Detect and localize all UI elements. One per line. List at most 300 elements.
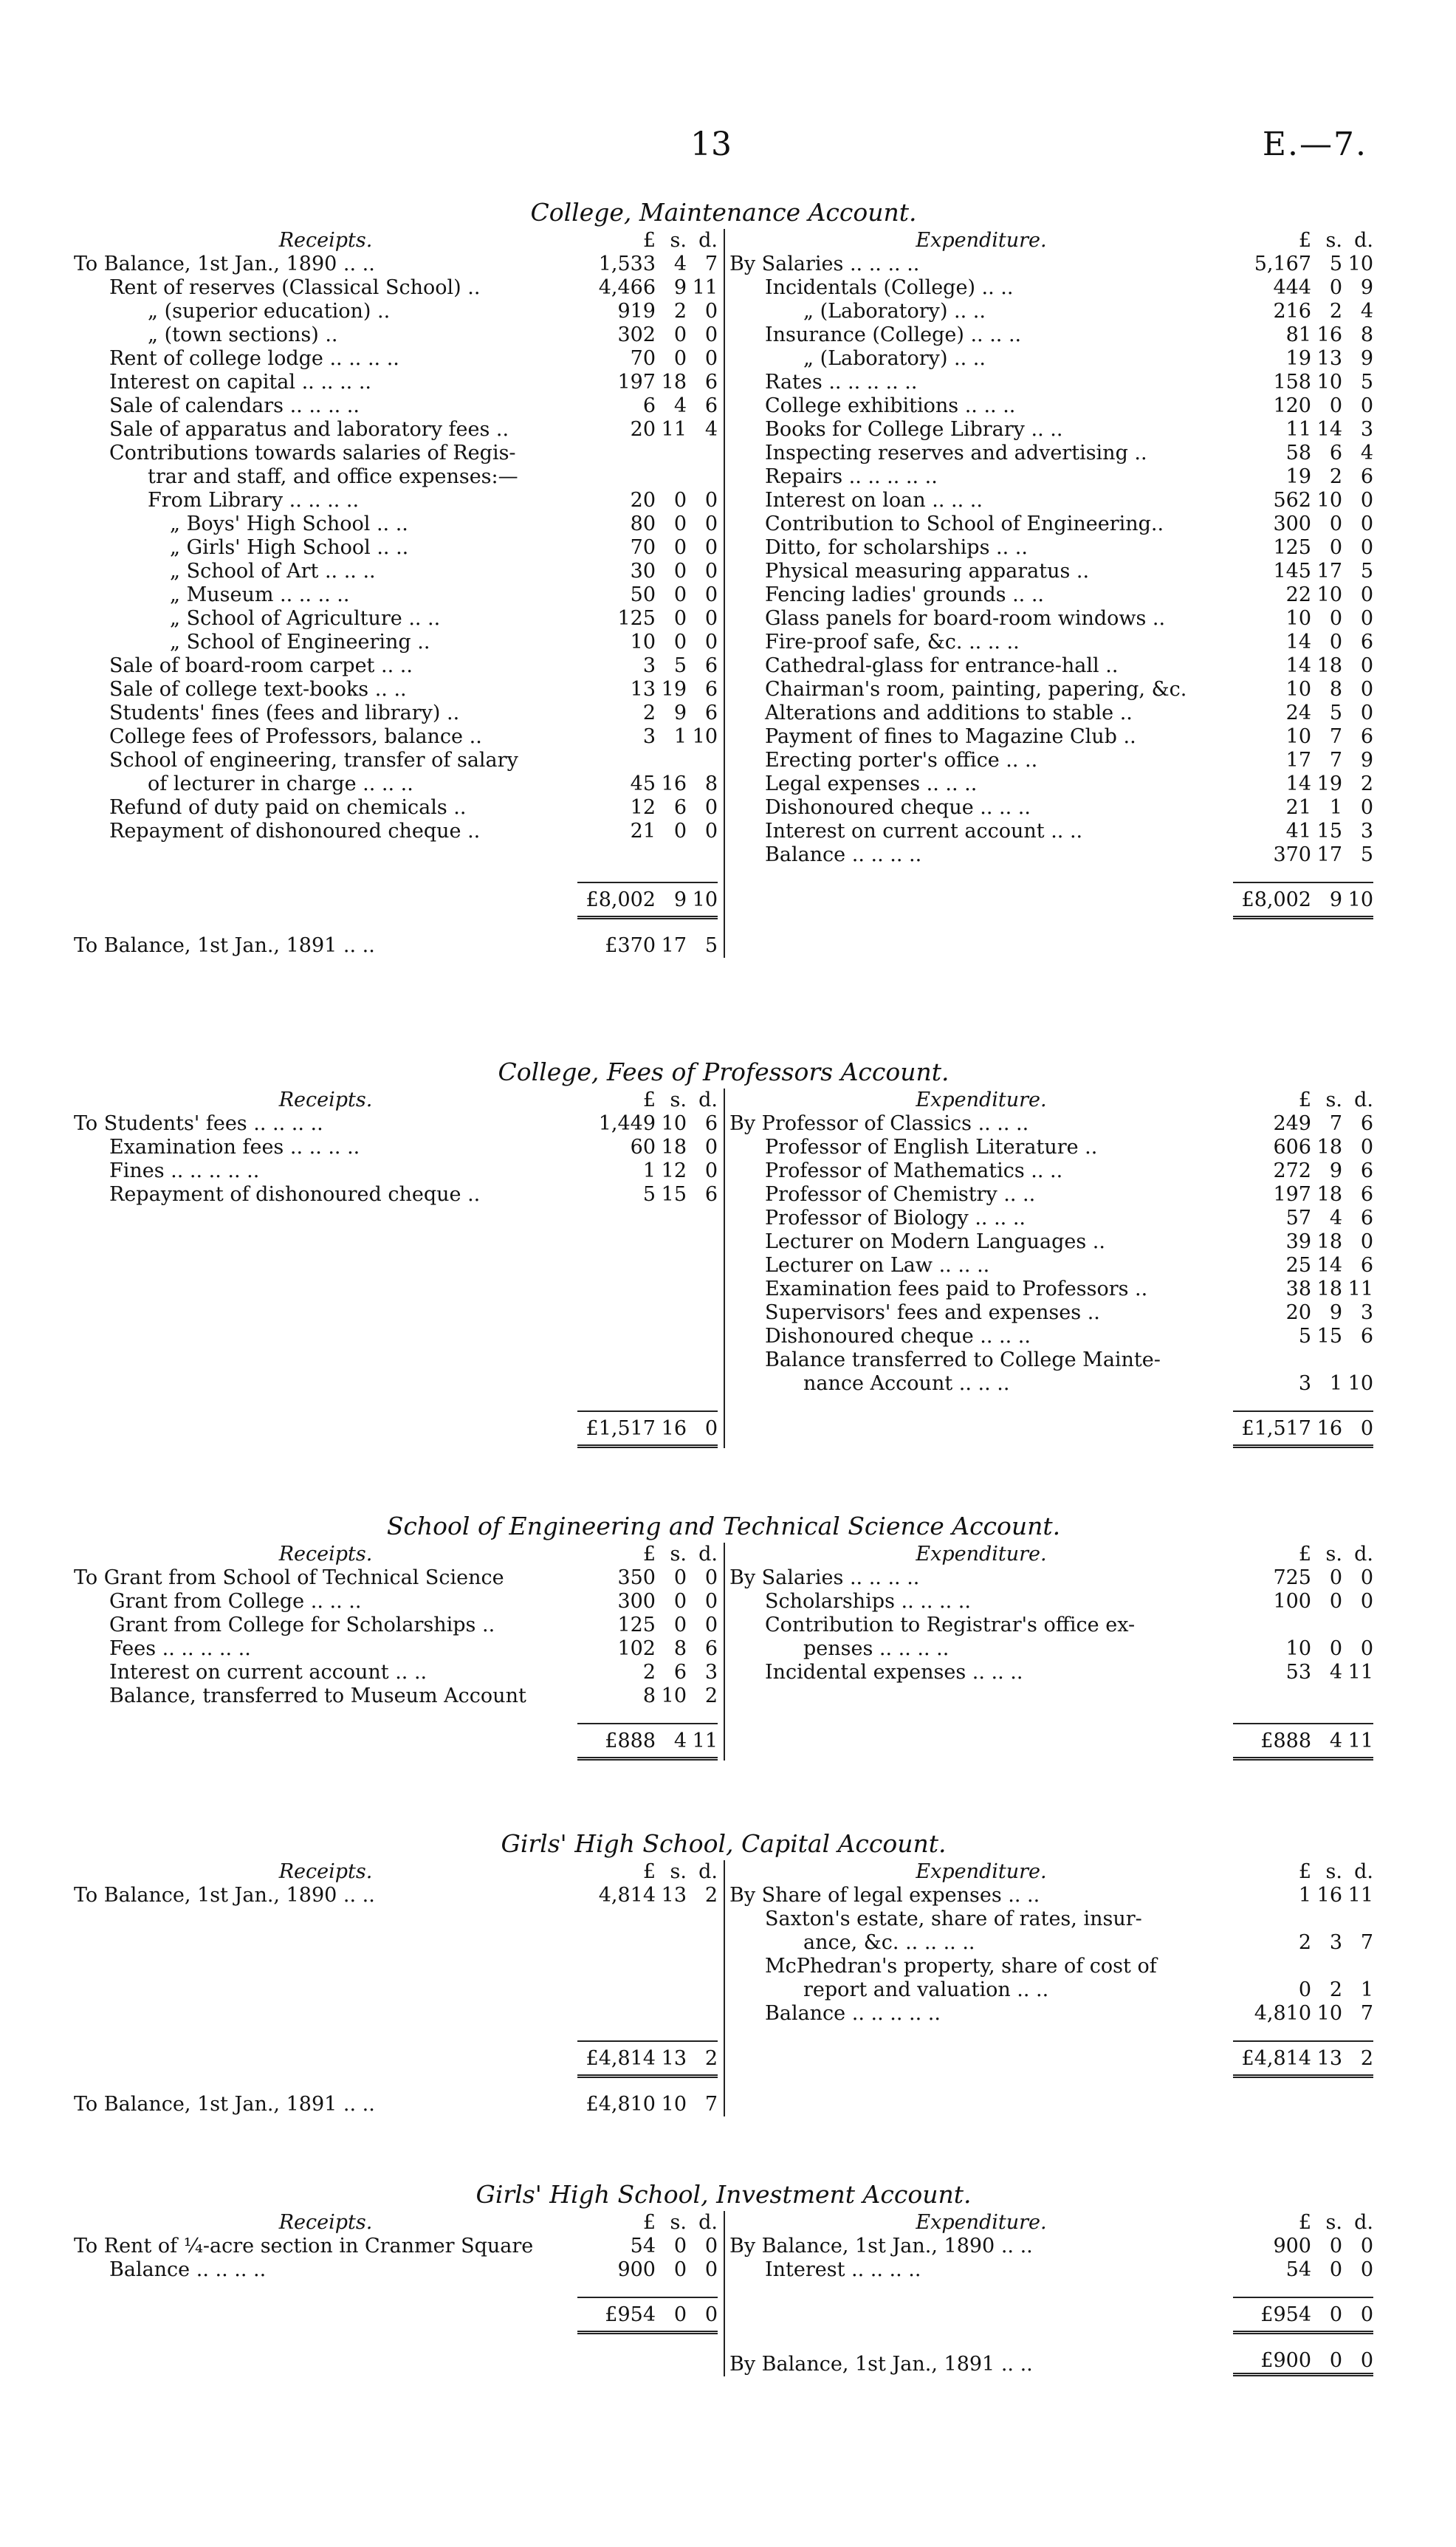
receipt-line [74,418,718,442]
receipt-line [74,536,718,560]
receipt-amount [577,2235,718,2258]
expenditure-pence: 6 [1360,1254,1373,1277]
expenditure-label: Supervisors' fees and expenses .. [765,1301,1100,1324]
row-spacer [74,843,718,867]
carried-balance-pence: 5 [704,934,718,957]
expenditure-shillings: 18 [1316,1183,1342,1206]
carried-balance-pence: 7 [704,2093,718,2116]
receipt-label: Fines .. .. .. .. .. [109,1159,260,1182]
expenditure-amount [1233,654,1373,678]
receipts-heading-row [74,1860,718,1884]
receipt-amount [577,1183,718,1207]
expenditure-shillings: 0 [1329,2235,1342,2258]
account-columns [74,1543,1373,1761]
receipts-total-shillings: 9 [673,888,687,911]
total-gap [74,1708,718,1723]
expenditure-pence: 3 [1360,820,1373,843]
expenditure-pounds: 272 [1273,1159,1311,1182]
expenditure-pounds: 39 [1285,1230,1311,1253]
receipt-pence: 0 [704,631,718,654]
receipt-pence: 0 [704,513,718,535]
receipt-shillings: 0 [673,2235,687,2258]
receipt-line [74,560,718,583]
receipts-column [74,229,718,958]
receipt-line [74,796,718,820]
expenditure-pounds: 57 [1285,1207,1311,1230]
receipt-label: „ Boys' High School .. .. [170,513,408,535]
expenditure-pounds: 3 [1298,1372,1311,1395]
total-gap [74,1396,718,1410]
receipt-pounds: 70 [630,347,656,370]
receipts-heading-row [74,229,718,253]
receipt-line [74,678,718,702]
receipts-total-pounds: £4,814 [586,2047,656,2070]
receipt-pounds: 20 [630,489,656,512]
expenditure-pence: 6 [1360,725,1373,748]
page-number: 13 [690,126,732,163]
carried-balance-shillings: 10 [661,2093,687,2116]
receipt-pounds: 350 [617,1566,656,1589]
receipt-label: To Grant from School of Technical Science [74,1566,504,1589]
expenditure-pence: 4 [1360,442,1373,465]
expenditure-line [729,1207,1373,1230]
receipt-label: Grant from College .. .. .. [109,1590,362,1613]
receipt-pounds: 6 [642,394,656,417]
expenditure-label: Physical measuring apparatus .. [765,560,1090,583]
expenditure-label: By Balance, 1st Jan., 1890 .. .. [729,2235,1033,2258]
expenditure-amount [1233,607,1373,631]
receipts-heading: Receipts. [278,229,373,252]
receipt-pence: 0 [704,2258,718,2281]
expenditure-pounds: 216 [1273,300,1311,323]
expenditure-label: Rates .. .. .. .. .. [765,371,918,394]
expenditure-pence: 4 [1360,300,1373,323]
receipt-pounds: 102 [617,1637,656,1660]
receipts-column-head-pence: d. [698,229,718,252]
receipts-total-pence: 0 [704,1417,718,1440]
expenditure-amount [1233,796,1373,820]
expenditure-line [729,725,1373,749]
expenditure-pence: 0 [1360,678,1373,701]
expenditure-pence: 0 [1360,1230,1373,1253]
expenditure-amount [1233,513,1373,536]
receipts-total-shillings: 4 [673,1730,687,1752]
expenditure-amount [1233,1978,1373,2002]
expenditure-pounds: 19 [1285,465,1311,488]
receipts-total-pence: 2 [704,2047,718,2070]
expenditure-pounds: 41 [1285,820,1311,843]
expenditure-label: Incidental expenses .. .. .. [765,1661,1023,1684]
carried-balance-label: To Balance, 1st Jan., 1891 .. .. [74,2093,375,2116]
receipt-line [74,631,718,654]
expenditure-pence: 2 [1360,772,1373,795]
expenditure-pounds: 562 [1273,489,1311,512]
receipt-label: trar and staff, and office expenses:— [148,465,518,488]
expenditure-pounds: 0 [1298,1978,1311,2001]
receipt-pence: 10 [692,725,718,748]
receipt-line [74,1136,718,1159]
receipt-pence: 6 [704,1112,718,1135]
receipt-amount [577,1684,718,1708]
expenditure-total-pounds: £1,517 [1241,1417,1311,1440]
expenditure-label: Fire-proof safe, &c. .. .. .. [765,631,1020,654]
carried-gap [729,2078,1373,2093]
receipt-pence: 2 [704,1684,718,1707]
receipt-line [74,513,718,536]
expenditure-pence: 10 [1347,1372,1373,1395]
expenditure-line [729,2002,1373,2026]
receipt-amount [577,1566,718,1590]
expenditure-line [729,1325,1373,1348]
receipt-shillings: 0 [673,1566,687,1589]
expenditure-shillings: 9 [1329,1159,1342,1182]
expenditure-line [729,1907,1373,1931]
receipt-amount [577,796,718,820]
expenditure-pounds: 24 [1285,702,1311,724]
expenditure-pounds: 249 [1273,1112,1311,1135]
expenditure-heading-row [729,229,1373,253]
total-gap [729,1396,1373,1410]
receipt-pounds: 70 [630,536,656,559]
receipt-shillings: 0 [673,513,687,535]
expenditure-column [729,2211,1373,2376]
receipt-pounds: 302 [617,323,656,346]
expenditure-total-shillings: 4 [1329,1730,1342,1752]
expenditure-amount [1233,347,1373,371]
receipt-shillings: 10 [661,1112,687,1135]
receipt-shillings: 13 [661,1884,687,1907]
receipt-amount [577,253,718,276]
expenditure-shillings: 8 [1329,678,1342,701]
expenditure-pounds: 2 [1298,1931,1311,1954]
expenditure-column-head-shillings: s. [1325,1089,1342,1111]
expenditure-label: Erecting porter's office .. .. [765,749,1038,772]
receipt-pounds: 3 [642,654,656,677]
expenditure-shillings: 15 [1316,820,1342,843]
expenditure-column-head-pence: d. [1354,1543,1373,1566]
expenditure-pence: 6 [1360,465,1373,488]
expenditure-pence: 6 [1360,1325,1373,1348]
receipt-pence: 0 [704,820,718,843]
receipt-amount [577,560,718,583]
expenditure-pence: 0 [1360,1637,1373,1660]
expenditure-line [729,465,1373,489]
receipt-amount [577,678,718,702]
expenditure-shillings: 4 [1329,1661,1342,1684]
receipts-column-head-pence: d. [698,1543,718,1566]
receipt-line [74,347,718,371]
expenditure-label: Balance .. .. .. .. .. [765,2002,941,2025]
expenditure-label: Dishonoured cheque .. .. .. [765,796,1031,819]
expenditure-column-head-pounds: £ [1298,1543,1311,1566]
expenditure-line [729,276,1373,300]
expenditure-shillings: 18 [1316,1230,1342,1253]
expenditure-label: Dishonoured cheque .. .. .. [765,1325,1031,1348]
expenditure-shillings: 18 [1316,1278,1342,1300]
expenditure-label: ance, &c. .. .. .. .. [803,1931,975,1954]
receipts-column [74,2211,718,2376]
expenditure-amount [1233,1661,1373,1684]
expenditure-label: By Professor of Classics .. .. .. [729,1112,1029,1135]
receipt-pounds: 80 [630,513,656,535]
receipts-total-row [74,2040,718,2078]
expenditure-pounds: 17 [1285,749,1311,772]
expenditure-shillings: 0 [1329,631,1342,654]
expenditure-pounds: 20 [1285,1301,1311,1324]
expenditure-column-head-shillings: s. [1325,2211,1342,2234]
receipt-pence: 6 [704,1183,718,1206]
receipts-column-head-pounds: £ [642,1089,656,1111]
receipt-line [74,607,718,631]
receipt-line [74,1614,718,1637]
expenditure-line [729,513,1373,536]
receipt-amount [577,1136,718,1159]
row-spacer [74,1207,718,1396]
receipt-amount [577,772,718,796]
expenditure-label: Saxton's estate, share of rates, insur- [765,1907,1142,1930]
receipt-amount [577,489,718,513]
receipt-amount [577,418,718,442]
expenditure-shillings: 18 [1316,654,1342,677]
receipt-pence: 6 [704,394,718,417]
account-title: College, Maintenance Account. [530,198,917,227]
receipt-shillings: 1 [673,725,687,748]
expenditure-line [729,1931,1373,1955]
receipts-total-amount [577,1410,718,1448]
receipt-line [74,323,718,347]
receipts-total-row [74,2297,718,2334]
receipt-amount [577,1884,718,1907]
expenditure-shillings: 0 [1329,2258,1342,2281]
expenditure-column-head-amount [1233,2211,1373,2235]
receipt-shillings: 5 [673,654,687,677]
expenditure-pounds: 14 [1285,772,1311,795]
receipt-line [74,583,718,607]
expenditure-pounds: 4,810 [1254,2002,1311,2025]
expenditure-total-row [729,2297,1373,2334]
carried-balance-line [74,2093,718,2116]
receipts-column-head-pence: d. [698,2211,718,2234]
expenditure-column-head-shillings: s. [1325,1543,1342,1566]
receipt-label: Contributions towards salaries of Regis- [109,442,516,465]
expenditure-label: Professor of English Literature .. [765,1136,1098,1159]
expenditure-amount [1233,1637,1373,1661]
expenditure-total-pounds: £888 [1260,1730,1311,1752]
expenditure-amount [1233,843,1373,867]
carried-gap [729,2334,1373,2349]
expenditure-label: Inspecting reserves and advertising .. [765,442,1147,465]
receipt-shillings: 0 [673,323,687,346]
expenditure-line [729,1978,1373,2002]
expenditure-shillings: 7 [1329,725,1342,748]
column-divider [724,2211,725,2376]
carried-balance-line [729,2349,1373,2376]
expenditure-column [729,1543,1373,1761]
expenditure-label: Lecturer on Law .. .. .. [765,1254,990,1277]
receipt-shillings: 2 [673,300,687,323]
expenditure-amount [1233,1136,1373,1159]
expenditure-shillings: 0 [1329,607,1342,630]
expenditure-label: Incidentals (College) .. .. [765,276,1014,299]
receipt-label: „ School of Engineering .. [170,631,430,654]
expenditure-line [729,843,1373,867]
expenditure-line [729,631,1373,654]
receipt-label: Examination fees .. .. .. .. [109,1136,360,1159]
receipts-total-row [74,882,718,919]
expenditure-total-amount [1233,1410,1373,1448]
expenditure-amount [1233,1301,1373,1325]
expenditure-label: Contribution to Registrar's office ex- [765,1614,1136,1636]
expenditure-amount [1233,678,1373,702]
expenditure-total-pounds: £8,002 [1241,888,1311,911]
receipt-line [74,1183,718,1207]
expenditure-total-shillings: 9 [1329,888,1342,911]
receipt-line [74,725,718,749]
expenditure-pounds: 58 [1285,442,1311,465]
row-spacer [74,1907,718,2026]
expenditure-pounds: 120 [1273,394,1311,417]
expenditure-column [729,1860,1373,2116]
receipt-pounds: 4,814 [598,1884,656,1907]
receipt-pence: 7 [704,253,718,275]
expenditure-shillings: 2 [1329,1978,1342,2001]
expenditure-amount [1233,2235,1373,2258]
receipt-amount [577,1112,718,1136]
column-divider [724,1543,725,1761]
carried-balance-amount [577,934,718,958]
expenditure-pence: 8 [1360,323,1373,346]
expenditure-amount [1233,1112,1373,1136]
expenditure-pounds: 125 [1273,536,1311,559]
carried-balance-shillings: 17 [661,934,687,957]
expenditure-shillings: 1 [1329,796,1342,819]
expenditure-amount [1233,536,1373,560]
receipt-label: „ Museum .. .. .. .. [170,583,350,606]
expenditure-label: By Share of legal expenses .. .. [729,1884,1040,1907]
receipt-label: „ School of Agriculture .. .. [170,607,441,630]
expenditure-pounds: 300 [1273,513,1311,535]
receipts-column-head-pounds: £ [642,229,656,252]
receipt-line [74,820,718,843]
receipt-label: Interest on capital .. .. .. .. [109,371,371,394]
expenditure-label: Examination fees paid to Professors .. [765,1278,1148,1300]
expenditure-line [729,418,1373,442]
receipt-label: Interest on current account .. .. [109,1661,427,1684]
expenditure-heading: Expenditure. [916,1089,1047,1111]
receipt-pounds: 125 [617,607,656,630]
expenditure-shillings: 19 [1316,772,1342,795]
receipt-amount [577,300,718,323]
receipt-line [74,1566,718,1590]
expenditure-pounds: 21 [1285,796,1311,819]
expenditure-label: By Salaries .. .. .. .. [729,1566,920,1589]
expenditure-label: Alterations and additions to stable .. [765,702,1133,724]
receipt-shillings: 0 [673,631,687,654]
receipt-amount [577,654,718,678]
expenditure-column-head-shillings: s. [1325,1860,1342,1883]
total-gap [729,2282,1373,2297]
expenditure-amount [1233,702,1373,725]
receipt-amount [577,725,718,749]
receipt-label: To Students' fees .. .. .. .. [74,1112,323,1135]
account-section [74,196,1373,958]
expenditure-total-pence: 0 [1360,2303,1373,2326]
expenditure-line [729,1372,1373,1396]
receipt-shillings: 9 [673,702,687,724]
expenditure-total-pounds: £4,814 [1241,2047,1311,2070]
expenditure-label: Professor of Chemistry .. .. [765,1183,1036,1206]
receipts-column-head-shillings: s. [670,1089,687,1111]
receipt-shillings: 9 [673,276,687,299]
row-spacer [729,934,1373,958]
expenditure-amount [1233,1566,1373,1590]
receipt-pounds: 919 [617,300,656,323]
expenditure-heading: Expenditure. [916,2211,1047,2234]
expenditure-label: Chairman's room, painting, papering, &c. [765,678,1187,701]
expenditure-line [729,347,1373,371]
expenditure-pounds: 25 [1285,1254,1311,1277]
receipts-heading: Receipts. [278,1089,373,1111]
receipt-line [74,489,718,513]
expenditure-shillings: 17 [1316,560,1342,583]
expenditure-pence: 5 [1360,371,1373,394]
receipt-label: Sale of calendars .. .. .. .. [109,394,360,417]
expenditure-amount [1233,725,1373,749]
carried-balance-amount [1233,2349,1373,2376]
receipt-pence: 6 [704,702,718,724]
expenditure-line [729,2235,1373,2258]
receipt-line [74,1684,718,1708]
receipts-column-head-pence: d. [698,1860,718,1883]
expenditure-column-head-amount [1233,1543,1373,1566]
expenditure-amount [1233,300,1373,323]
receipt-pounds: 3 [642,725,656,748]
account-title: Girls' High School, Investment Account. [475,2180,972,2209]
receipt-label: Balance, transferred to Museum Account [109,1684,526,1707]
receipt-shillings: 0 [673,2258,687,2281]
expenditure-line [729,1136,1373,1159]
expenditure-label: College exhibitions .. .. .. [765,394,1016,417]
receipt-pence: 3 [704,1661,718,1684]
expenditure-shillings: 0 [1329,536,1342,559]
expenditure-pence: 0 [1360,702,1373,724]
expenditure-shillings: 10 [1316,371,1342,394]
receipt-amount [577,513,718,536]
receipt-line [74,253,718,276]
expenditure-amount [1233,1931,1373,1955]
receipt-pounds: 125 [617,1614,656,1636]
receipt-amount [577,583,718,607]
receipt-pence: 0 [704,1566,718,1589]
receipt-shillings: 0 [673,1590,687,1613]
receipt-shillings: 0 [673,820,687,843]
row-spacer [729,1684,1373,1708]
expenditure-label: Payment of fines to Magazine Club .. [765,725,1136,748]
expenditure-pounds: 11 [1285,418,1311,441]
expenditure-pence: 7 [1360,2002,1373,2025]
expenditure-total-shillings: 16 [1316,1417,1342,1440]
receipts-heading: Receipts. [278,1860,373,1883]
receipts-heading: Receipts. [278,2211,373,2234]
receipts-column-head-pounds: £ [642,1543,656,1566]
receipt-pence: 0 [704,1590,718,1613]
expenditure-shillings: 10 [1316,583,1342,606]
receipt-label: Sale of college text-books .. .. [109,678,407,701]
expenditure-line [729,1230,1373,1254]
expenditure-label: Interest on current account .. .. [765,820,1083,843]
receipt-label: „ (town sections) .. [148,323,338,346]
account-section [74,1828,1373,2116]
